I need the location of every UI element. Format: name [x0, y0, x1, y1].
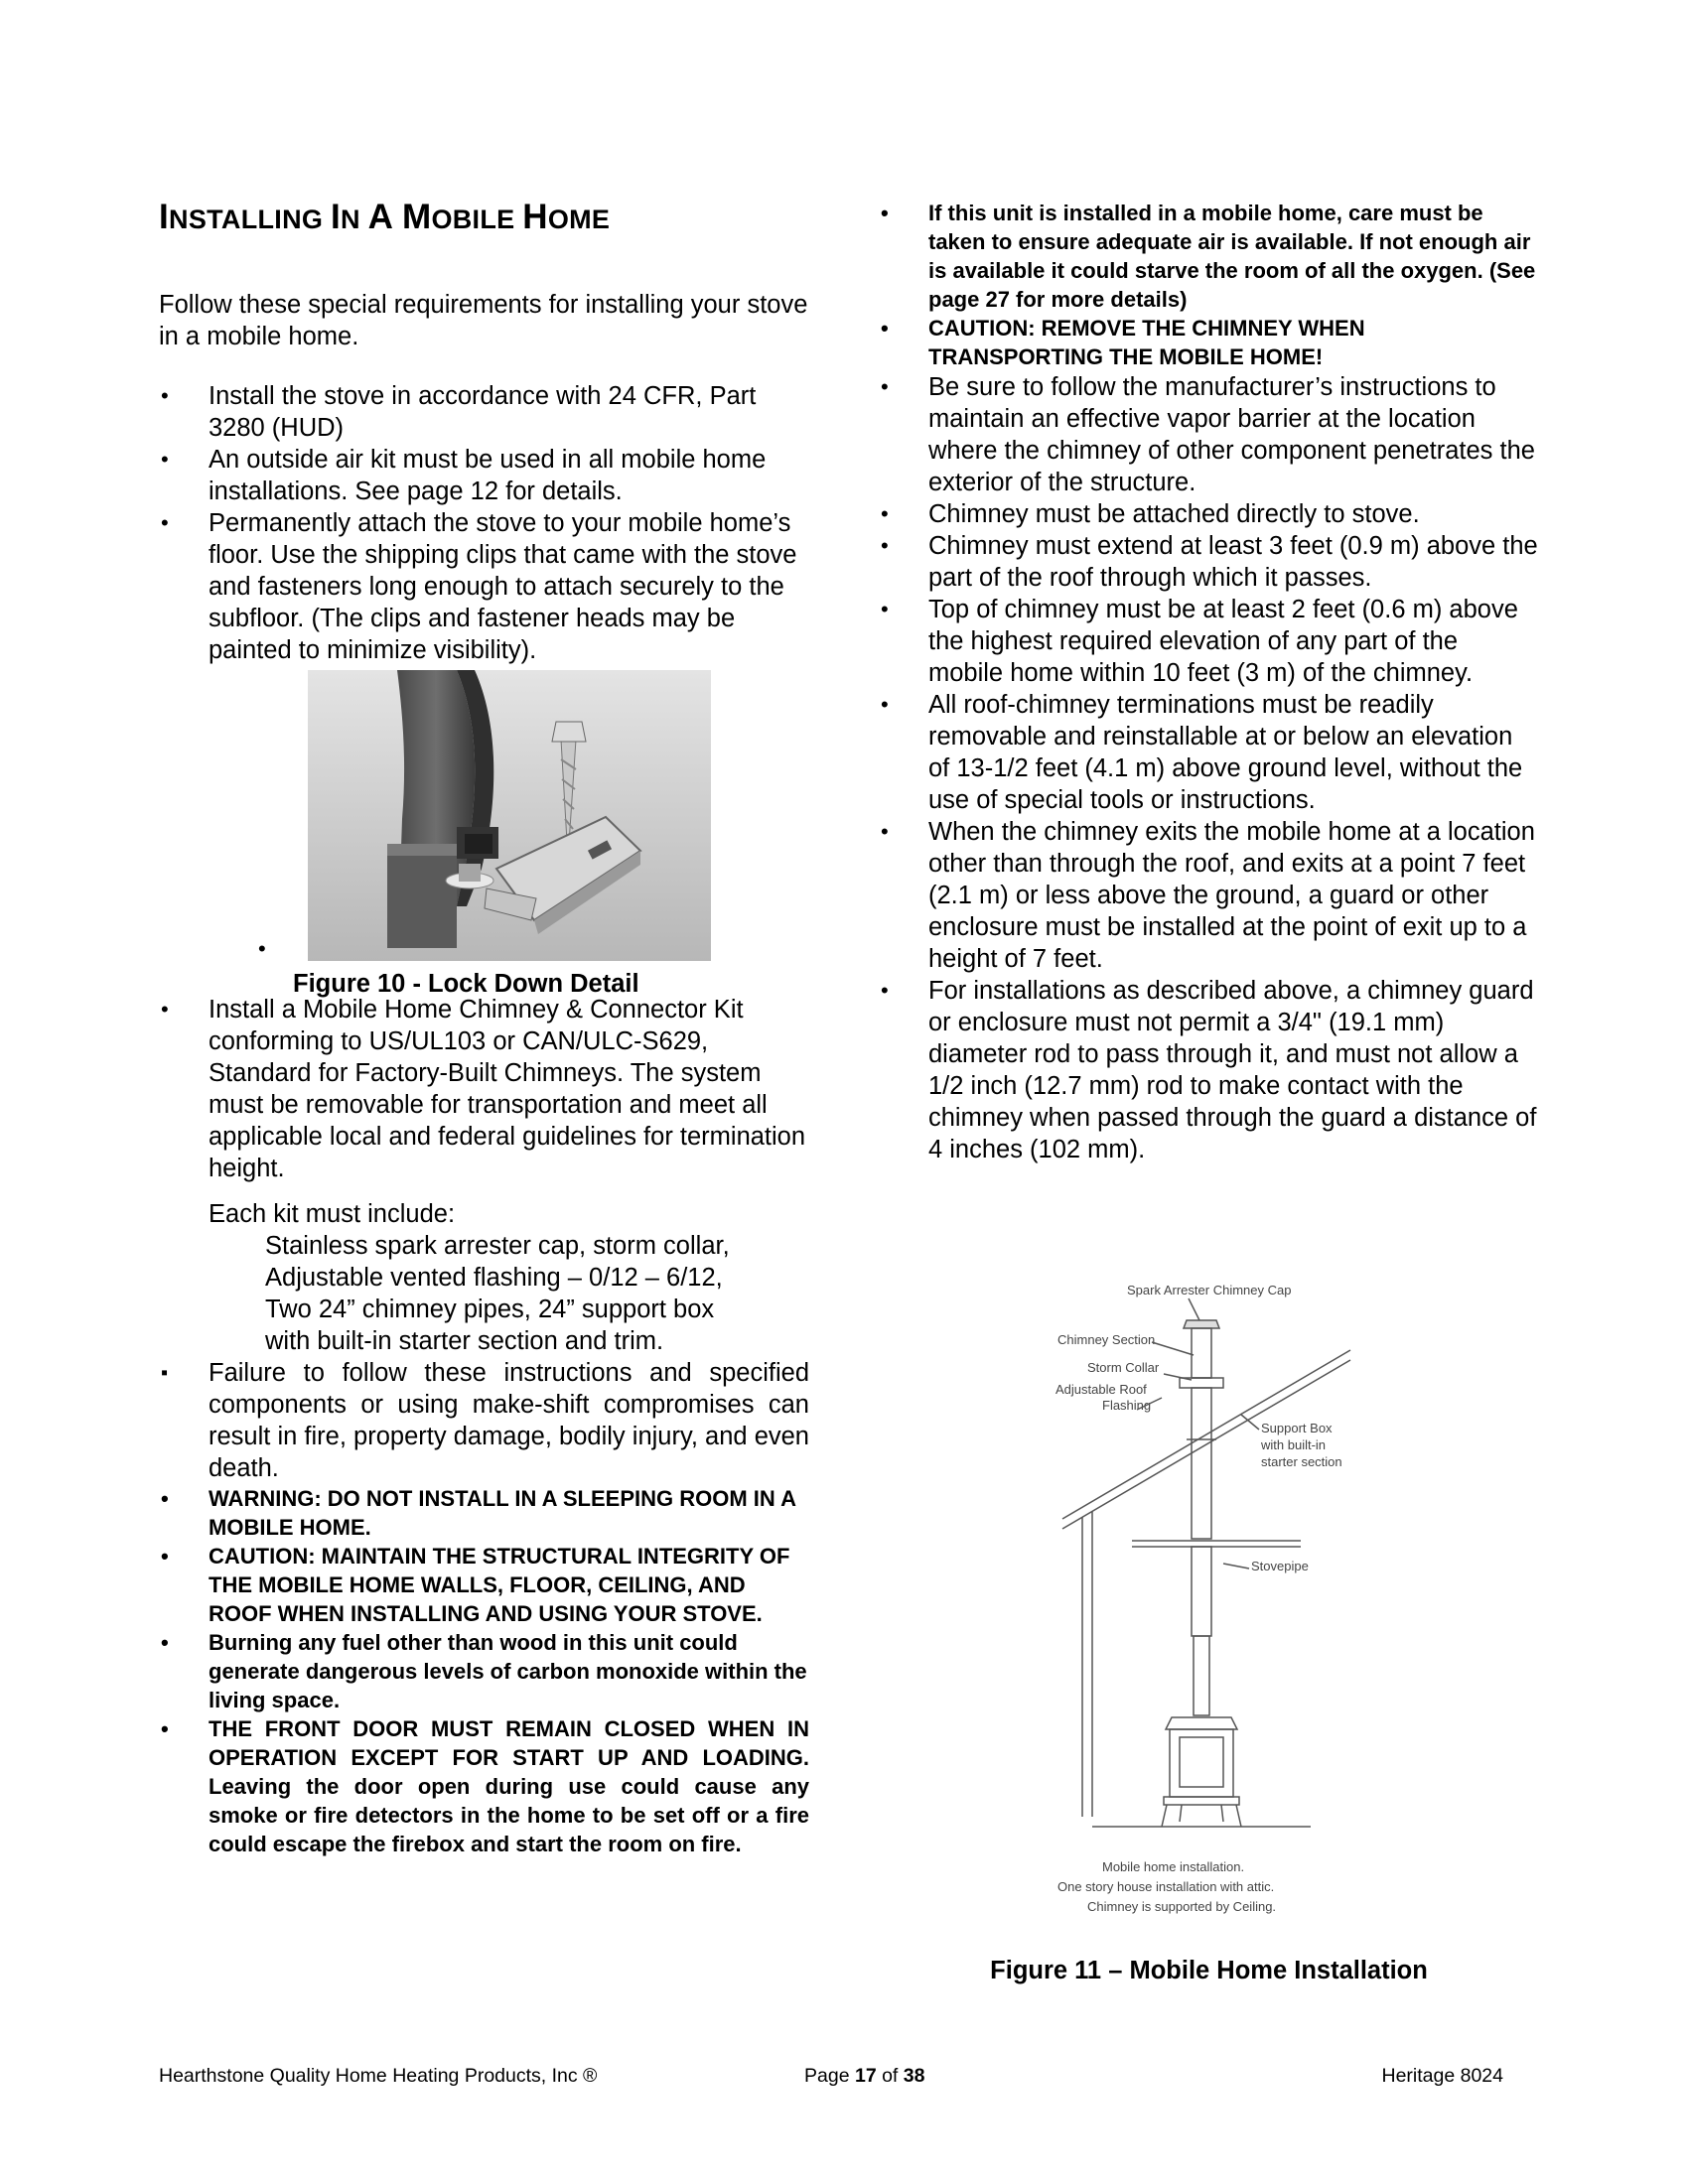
- kit-item: Adjustable vented flashing – 0/12 – 6/12,: [265, 1263, 723, 1292]
- footer-page-number: Page 17 of 38: [804, 2065, 925, 2087]
- warning-item: • CAUTION: REMOVE THE CHIMNEY WHEN TRANSPORTING THE MOBILE HOME!: [879, 314, 1539, 371]
- footer-company: Hearthstone Quality Home Heating Products, Inc ®: [159, 2065, 598, 2087]
- list-item: • For installations as described above, a chimney guard or enclosure must not permit a 3/4" (19.1 mm) diameter rod to pass through it, and must not allow a 1/2 inch (12.7 mm) rod to make contact with the chimney when passed through the guard a distance of 4 inches (102 mm).: [879, 975, 1539, 1165]
- intro-paragraph: Follow these special requirements for installing your stove in a mobile home.: [159, 290, 808, 350]
- list-item: • Chimney must extend at least 3 feet (0.9 m) above the part of the roof through which it passes.: [879, 530, 1539, 594]
- diagram-label-stovepipe: Stovepipe: [1251, 1559, 1309, 1573]
- kit-item: with built-in starter section and trim.: [265, 1326, 664, 1355]
- diagram-label-flashing-2: Flashing: [1102, 1398, 1152, 1413]
- figure-10: [159, 666, 809, 998]
- bullet-marker: •: [258, 935, 266, 961]
- list-item: • Install the stove in accordance with 24 CFR, Part 3280 (HUD): [159, 380, 809, 444]
- list-item: • Permanently attach the stove to your mobile home’s floor. Use the shipping clips that came with the stove and fasteners long enough to attach securely to the subfloor. (The clips and fastener heads may be painted to minimize visibility).: [159, 507, 809, 666]
- list-item: • Chimney must be attached directly to stove.: [879, 498, 1539, 530]
- page-title: INSTALLING IN A MOBILE HOME: [159, 198, 611, 236]
- figure-11-caption: Figure 11 – Mobile Home Installation: [990, 1957, 1428, 1984]
- left-bullet-list: [159, 380, 809, 666]
- kit-item: Stainless spark arrester cap, storm collar,: [265, 1231, 730, 1260]
- right-bullet-list: [879, 199, 1539, 1165]
- diagram-label-section: Chimney Section: [1057, 1332, 1156, 1347]
- right-column: [879, 199, 1539, 1165]
- diagram-note-3: Chimney is supported by Ceiling.: [1087, 1899, 1277, 1914]
- figure-10-caption: Figure 10 - Lock Down Detail: [293, 969, 639, 998]
- kit-intro: Each kit must include:: [209, 1199, 456, 1228]
- lock-down-detail-image: [308, 670, 711, 961]
- diagram-label-box-3: starter section: [1261, 1454, 1342, 1469]
- warning-item: • If this unit is installed in a mobile home, care must be taken to ensure adequate air is available. If not enough air is available it could starve the room of all the oxygen. (See page 27 for more details): [879, 199, 1539, 314]
- warning-item: • Burning any fuel other than wood in this unit could generate dangerous levels of carbon monoxide within the living space.: [159, 1628, 809, 1714]
- kit-list: [159, 994, 809, 1184]
- warning-item: • THE FRONT DOOR MUST REMAIN CLOSED WHEN IN OPERATION EXCEPT FOR START UP AND LOADING. Leaving the door open during use could cause any smoke or fire detectors in the home to be set off or a fire could escape the firebox and start the room on fire.: [159, 1714, 809, 1858]
- list-item: ▪ Failure to follow these instructions and specified components or using make-shift compromises can result in fire, property damage, bodily injury, and even death.: [159, 1357, 809, 1484]
- diagram-label-box: Support Box: [1261, 1421, 1333, 1435]
- kit-contents: [159, 1198, 809, 1357]
- diagram-label-collar: Storm Collar: [1087, 1360, 1160, 1375]
- diagram-label-cap: Spark Arrester Chimney Cap: [1127, 1283, 1292, 1297]
- list-item: • An outside air kit must be used in all mobile home installations. See page 12 for details.: [159, 444, 809, 507]
- mobile-home-installation-diagram: [1053, 1281, 1400, 1921]
- left-column: [159, 199, 809, 1858]
- kit-item: Two 24” chimney pipes, 24” support box: [265, 1295, 715, 1323]
- diagram-note-1: Mobile home installation.: [1102, 1859, 1245, 1874]
- warning-item: • WARNING: DO NOT INSTALL IN A SLEEPING ROOM IN A MOBILE HOME.: [159, 1484, 809, 1542]
- footer-model: Heritage 8024: [1381, 2065, 1503, 2087]
- diagram-note-2: One story house installation with attic.: [1057, 1879, 1275, 1894]
- list-item: • Be sure to follow the manufacturer’s instructions to maintain an effective vapor barrier at the location where the chimney of other component penetrates the exterior of the structure.: [879, 371, 1539, 498]
- warning-item: • CAUTION: MAINTAIN THE STRUCTURAL INTEGRITY OF THE MOBILE HOME WALLS, FLOOR, CEILING, AND ROOF WHEN INSTALLING AND USING YOUR STOVE.: [159, 1542, 809, 1628]
- diagram-label-box-2: with built-in: [1261, 1437, 1327, 1452]
- diagram-label-flashing: Adjustable Roof: [1055, 1382, 1147, 1397]
- warning-list: [159, 1357, 809, 1858]
- list-item: • All roof-chimney terminations must be readily removable and reinstallable at or below an elevation of 13-1/2 feet (4.1 m) above ground level, without the use of special tools or instructions.: [879, 689, 1539, 816]
- list-item: • Top of chimney must be at least 2 feet (0.6 m) above the highest required elevation of any part of the mobile home within 10 feet (3 m) of the chimney.: [879, 594, 1539, 689]
- list-item: • When the chimney exits the mobile home at a location other than through the roof, and exits at a point 7 feet (2.1 m) or less above the ground, a guard or other enclosure must be installed at the point of exit up to a height of 7 feet.: [879, 816, 1539, 975]
- list-item: • Install a Mobile Home Chimney & Connector Kit conforming to US/UL103 or CAN/ULC-S629, Standard for Factory-Built Chimneys. The system must be removable for transportation and meet all applicable local and federal guidelines for termination height.: [159, 994, 809, 1184]
